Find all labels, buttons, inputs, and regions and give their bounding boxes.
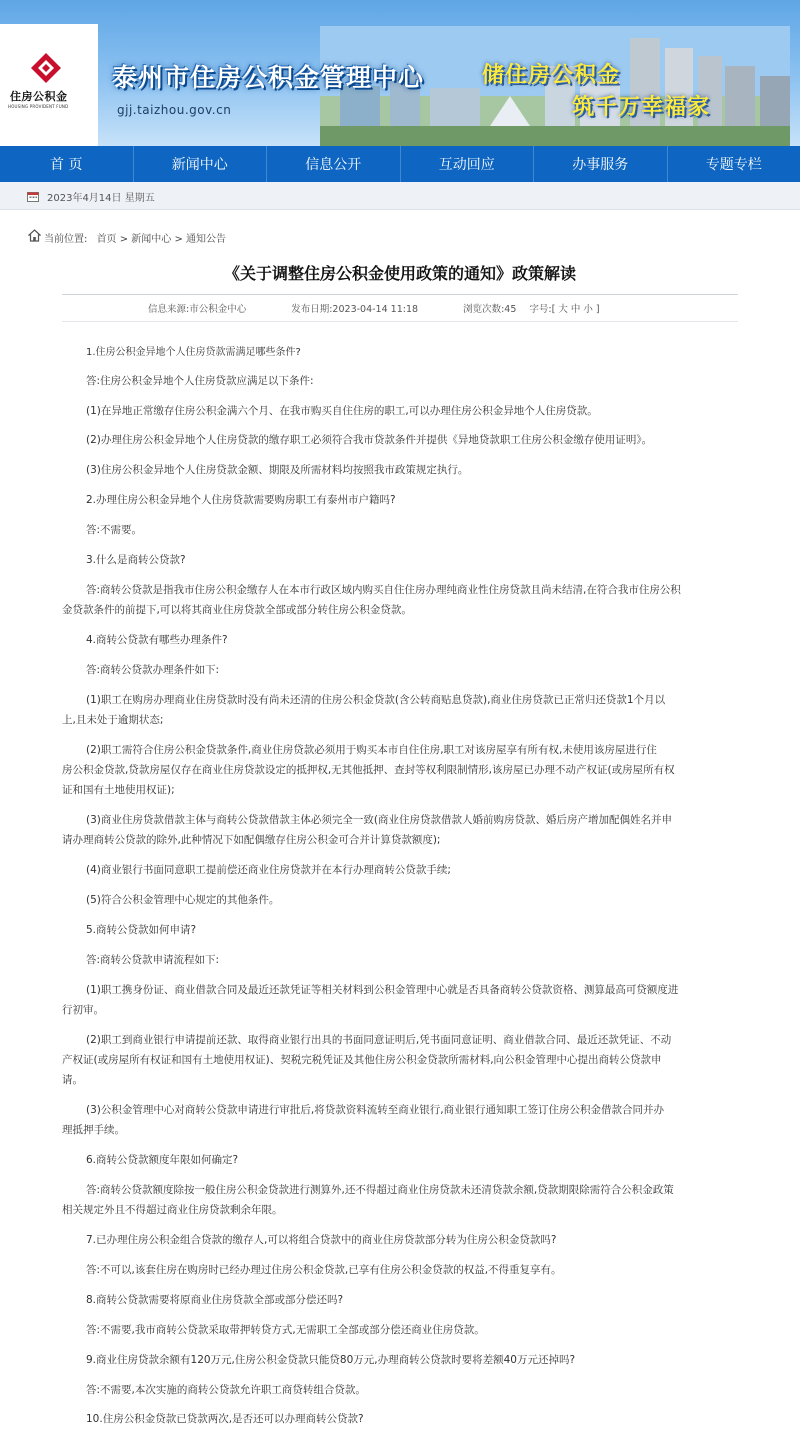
paragraph-cont: 理抵押手续。 <box>62 1124 125 1136</box>
breadcrumb <box>44 230 226 245</box>
logo-icon <box>30 52 62 84</box>
paragraph: 8.商转公贷款需要将原商业住房贷款全部或部分偿还吗? <box>86 1294 344 1306</box>
paragraph: (1)职工在购房办理商业住房贷款时没有尚未还清的住房公积金贷款(含公转商贴息贷款),商业住房贷款已正常归还贷款1个月以 <box>86 694 666 706</box>
paragraph-cont: 行初审。 <box>62 1004 104 1016</box>
nav-services[interactable]: 办事服务 <box>534 146 668 182</box>
paragraph: 答:商转公贷款办理条件如下: <box>86 664 220 676</box>
paragraph: 答:商转公贷款是指我市住房公积金缴存人在本市行政区域内购买自住住房办理纯商业性住房贷款且尚未结清,在符合我市住房公积 <box>86 584 681 596</box>
slogan-line-2: 筑千万幸福家 <box>572 94 711 120</box>
nav-info-disclosure[interactable]: 信息公开 <box>267 146 401 182</box>
meta-source: 信息来源:市公积金中心 <box>148 304 247 315</box>
paragraph: 9.商业住房贷款余额有120万元,住房公积金贷款只能贷80万元,办理商转公贷款时要将差额40万元还掉吗? <box>86 1354 576 1366</box>
title-divider <box>62 294 738 295</box>
meta-date: 发布日期:2023-04-14 11:18 <box>291 304 419 315</box>
slogan-line-1: 储住房公积金 <box>482 62 621 88</box>
paragraph: 10.住房公积金贷款已贷款两次,是否还可以办理商转公贷款? <box>86 1413 364 1425</box>
logo-panel <box>0 24 98 146</box>
paragraph: 答:商转公贷款申请流程如下: <box>86 954 220 966</box>
paragraph: 7.已办理住房公积金组合贷款的缴存人,可以将组合贷款中的商业住房贷款部分转为住房公积金贷款吗? <box>86 1234 557 1246</box>
logo-text: 住房公积金 <box>10 90 68 103</box>
paragraph: (4)商业银行书面同意职工提前偿还商业住房贷款并在本行办理商转公贷款手续; <box>86 864 451 876</box>
paragraph-cont: 产权证(或房屋所有权证和国有土地使用权证)、契税完税凭证及其他住房公积金贷款所需材料,向公积金管理中心提出商转公贷款申 <box>62 1054 662 1066</box>
breadcrumb-path[interactable]: 首页 > 新闻中心 > 通知公告 <box>96 234 227 245</box>
main-nav <box>0 146 800 182</box>
paragraph: 答:不需要,本次实施的商转公贷款允许职工商贷转组合贷款。 <box>86 1384 366 1396</box>
paragraph: 1.住房公积金异地个人住房贷款需满足哪些条件? <box>86 347 301 358</box>
paragraph: (2)办理住房公积金异地个人住房贷款的缴存职工必须符合我市贷款条件并提供《异地贷款职工住房公积金缴存使用证明》。 <box>86 434 653 446</box>
paragraph-cont: 上,且未处于逾期状态; <box>62 714 164 726</box>
paragraph: 2.办理住房公积金异地个人住房贷款需要购房职工有泰州市户籍吗? <box>86 494 396 506</box>
paragraph: 6.商转公贷款额度年限如何确定? <box>86 1154 239 1166</box>
paragraph-cont: 请办理商转公贷款的除外,此种情况下如配偶缴存住房公积金可合并计算贷款额度); <box>62 834 441 846</box>
paragraph: (3)商业住房贷款借款主体与商转公贷款借款主体必须完全一致(商业住房贷款借款人婚前购房贷款、婚后房产增加配偶姓名并申 <box>86 814 672 826</box>
paragraph: (3)公积金管理中心对商转公贷款申请进行审批后,将贷款资料流转至商业银行,商业银行通知职工签订住房公积金借款合同并办 <box>86 1104 665 1116</box>
logo-subtext: HOUSING PROVIDENT FUND <box>8 104 69 109</box>
paragraph: 3.什么是商转公贷款? <box>86 554 186 566</box>
site-url[interactable]: gjj.taizhou.gov.cn <box>117 103 232 117</box>
site-title[interactable]: 泰州市住房公积金管理中心 <box>112 63 425 92</box>
nav-home[interactable]: 首 页 <box>0 146 134 182</box>
home-icon <box>28 229 41 242</box>
paragraph-cont: 证和国有土地使用权证); <box>62 784 175 796</box>
header-banner <box>0 0 800 146</box>
paragraph: (1)职工携身份证、商业借款合同及最近还款凭证等相关材料到公积金管理中心就是否具备商转公贷款资格、测算最高可贷额度进 <box>86 984 679 996</box>
paragraph: (1)在异地正常缴存住房公积金满六个月、在我市购买自住住房的职工,可以办理住房公积金异地个人住房贷款。 <box>86 405 598 417</box>
paragraph-cont: 金贷款条件的前提下,可以将其商业住房贷款全部或部分转住房公积金贷款。 <box>62 604 412 616</box>
paragraph: 答:住房公积金异地个人住房贷款应满足以下条件: <box>86 375 314 387</box>
paragraph: 4.商转公贷款有哪些办理条件? <box>86 634 228 646</box>
paragraph-cont: 请。 <box>62 1074 83 1086</box>
meta-views: 浏览次数:45 <box>463 304 517 315</box>
article-meta <box>148 301 610 315</box>
paragraph: (5)符合公积金管理中心规定的其他条件。 <box>86 894 280 906</box>
nav-special-topics[interactable]: 专题专栏 <box>705 157 762 173</box>
calendar-icon <box>27 191 39 202</box>
paragraph: 答:不需要。 <box>86 524 143 536</box>
nav-interaction[interactable]: 互动回应 <box>401 146 535 182</box>
paragraph-cont: 相关规定外且不得超过商业住房贷款剩余年限。 <box>62 1204 283 1216</box>
nav-news-center[interactable]: 新闻中心 <box>134 146 268 182</box>
paragraph-cont: 房公积金贷款,贷款房屋仅存在商业住房贷款设定的抵押权,无其他抵押、查封等权利限制情形,该房屋已办理不动产权证(或房屋所有权 <box>62 764 675 776</box>
paragraph: 答:商转公贷款额度除按一般住房公积金贷款进行测算外,还不得超过商业住房贷款未还清贷款余额,贷款期限除需符合公积金政策 <box>86 1184 674 1196</box>
paragraph: 5.商转公贷款如何申请? <box>86 924 197 936</box>
breadcrumb-prefix: 当前位置: <box>44 234 88 245</box>
paragraph: (2)职工需符合住房公积金贷款条件,商业住房贷款必须用于购买本市自住住房,职工对该房屋享有所有权,未使用该房屋进行住 <box>86 744 657 756</box>
article-title: 《关于调整住房公积金使用政策的通知》政策解读 <box>223 264 576 283</box>
meta-divider <box>62 321 738 322</box>
current-date: 2023年4月14日 星期五 <box>47 193 155 204</box>
paragraph: 答:不需要,我市商转公贷款采取带押转贷方式,无需职工全部或部分偿还商业住房贷款。 <box>86 1324 485 1336</box>
paragraph: (2)职工到商业银行申请提前还款、取得商业银行出具的书面同意证明后,凭书面同意证明、商业借款合同、最近还款凭证、不动 <box>86 1034 672 1046</box>
font-size-switcher[interactable]: 字号:[ 大 中 小 ] <box>529 304 600 315</box>
paragraph: 答:不可以,该套住房在购房时已经办理过住房公积金贷款,已享有住房公积金贷款的权益,不得重复享有。 <box>86 1264 562 1276</box>
paragraph: (3)住房公积金异地个人住房贷款金额、期限及所需材料均按照我市政策规定执行。 <box>86 464 469 476</box>
